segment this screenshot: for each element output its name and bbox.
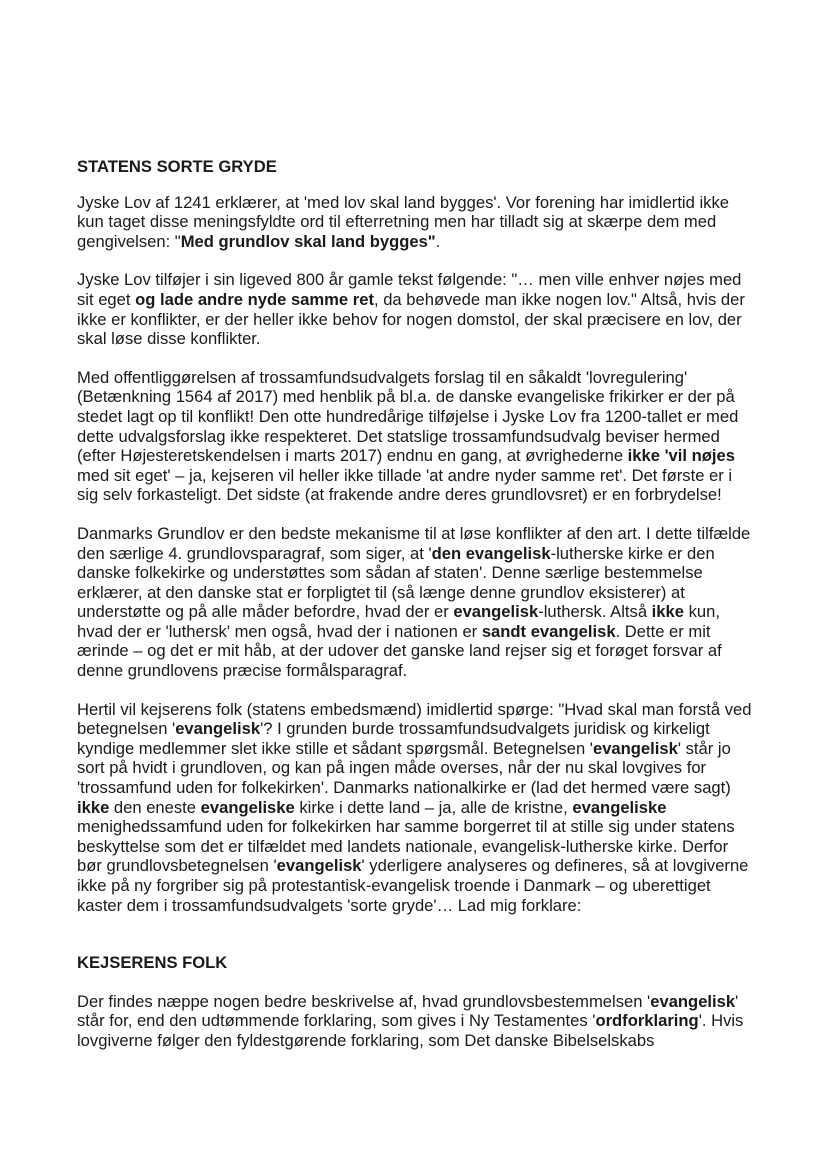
text-run: -lutherske kirke er den danske folkekirke og understøttes som sådan af staten'. Denne særlige bestemmelse erklærer, at den danske stat er forpligtet til (så længe denne grundlov eksisterer) at understøtte og på alle måder befordre, hvad der er [77, 543, 715, 622]
text-run: . [435, 231, 441, 251]
body-paragraph [77, 368, 753, 505]
text-run: , da behøvede man ikke nogen lov." Altså, hvis der ikke er konflikter, er der heller ikke behov for nogen domstol, der skal præcisere en lov, der skal løse disse konflikter. [77, 289, 745, 349]
text-run: kun, hvad der er 'luthersk' men også, hvad der i nationen er [77, 602, 720, 641]
text-run: med sit eget' – ja, kejseren vil heller ikke tillade 'at andre nyder samme ret'. Det første er i sig selv forkasteligt. Det sidste (at frakende andre deres grundlovsret) er en forbrydelse! [77, 465, 733, 505]
text-run: Med offentliggørelsen af trossamfundsudvalgets forslag til en såkaldt 'lovregulering' (Betænkning 1564 af 2017) med henblik på bl.a. de danske evangeliske frikirker er der på stedet lagt op til konflikt! Den otte hundredårige tilføjelse i Jyske Lov fra 1200-tallet er med dette udvalgsforslag ikke respekteret. Det statslige trossamfundsudvalg beviser hermed (efter Højesteretskendelsen i marts 2017) endnu en gang, at øvrighederne [77, 367, 739, 466]
bold-text-run: Med grundlov skal land bygges" [180, 231, 436, 251]
bold-text-run: evangelisk [175, 719, 261, 739]
bold-text-run: ikke [77, 797, 110, 817]
text-run: ' yderligere analyseres og defineres, så at lovgiverne ikke på ny forgriber sig på protestantisk-evangelisk troende i Danmark – og uberettiget kaster dem i trossamfundsudvalgets 'sorte gryde'… Lad mig forklare: [77, 856, 749, 915]
text-run: kirke i dette land – ja, alle de kristne, [294, 797, 573, 817]
text-run: ' står for, end den udtømmende forklaring, som gives i Ny Testamentes ' [77, 991, 739, 1031]
text-run: Jyske Lov tilføjer i sin ligeved 800 år gamle tekst følgende: "… men ville enhver nøjes med sit eget [77, 270, 742, 309]
text-run: menighedssamfund uden for folkekirken har samme borgerret til at stille sig under statens beskyttelse som det er tilfældet med landets nationale, evangelisk-lutherske kirke. Derfor bør grundlovsbetegnelsen ' [77, 817, 735, 876]
text-run: den eneste [109, 797, 201, 817]
text-run: Jyske Lov af 1241 erklærer, at 'med lov skal land bygges'. Vor forening har imidlertid ikke kun taget disse meningsfyldte ord til efterretning men har tilladt sig at skærpe dem med gengivelsen: " [77, 192, 729, 251]
bold-text-run: evangelisk [650, 991, 736, 1011]
section-heading-kejserens-folk: KEJSERENS FOLK [77, 953, 228, 973]
bold-text-run: ikke [651, 602, 684, 622]
body-paragraph [77, 270, 753, 348]
bold-text-run: ordforklaring [595, 1011, 699, 1031]
text-run: -luthersk. Altså [538, 602, 652, 622]
bold-text-run: og lade andre nyde samme ret [135, 289, 374, 309]
text-run: '? I grunden burde trossamfundsudvalgets juridisk og kirkeligt kyndige medlemmer slet ikke stille et sådant spørgsmål. Betegnelsen ' [77, 719, 710, 758]
bold-text-run: evangelisk [453, 602, 539, 622]
body-paragraph [77, 992, 753, 1051]
document-body [77, 152, 753, 1051]
body-paragraph [77, 700, 753, 916]
text-run: ' står jo sort på hvidt i grundloven, og kan på ingen måde overses, når der nu skal lovgives for 'trossamfund uden for folkekirken'. Danmarks nationalkirke er (lad det hermed være sagt) [77, 738, 731, 798]
section-heading-statens-sorte-gryde: STATENS SORTE GRYDE [77, 157, 277, 176]
bold-text-run: evangelisk [592, 738, 678, 758]
text-run: Hertil vil kejserens folk (statens embedsmænd) imidlertid spørge: "Hvad skal man forstå ved betegnelsen ' [77, 699, 752, 739]
text-run: Der findes næppe nogen bedre beskrivelse af, hvad grundlovsbestemmelsen ' [77, 991, 651, 1011]
body-paragraph [77, 524, 753, 681]
bold-text-run: den evangelisk [431, 543, 551, 563]
bold-text-run: evangelisk [276, 856, 362, 876]
bold-text-run: evangeliske [200, 797, 295, 817]
text-run: Danmarks Grundlov er den bedste mekanisme til at løse konflikter af den art. I dette tilfælde den særlige 4. grundlovsparagraf, som siger, at ' [77, 523, 751, 563]
bold-text-run: evangeliske [572, 797, 667, 817]
text-run: . Dette er mit ærinde – og det er mit håb, at der udover det ganske land rejser sig et forøget forsvar af denne grundlovens præcise formålsparagraf. [77, 621, 722, 681]
body-paragraph [77, 193, 753, 252]
bold-text-run: sandt evangelisk [481, 621, 616, 641]
bold-text-run: ikke 'vil nøjes [627, 446, 735, 466]
text-run: '. Hvis lovgiverne følger den fyldestgørende forklaring, som Det danske Bibelselskabs [77, 1011, 744, 1050]
